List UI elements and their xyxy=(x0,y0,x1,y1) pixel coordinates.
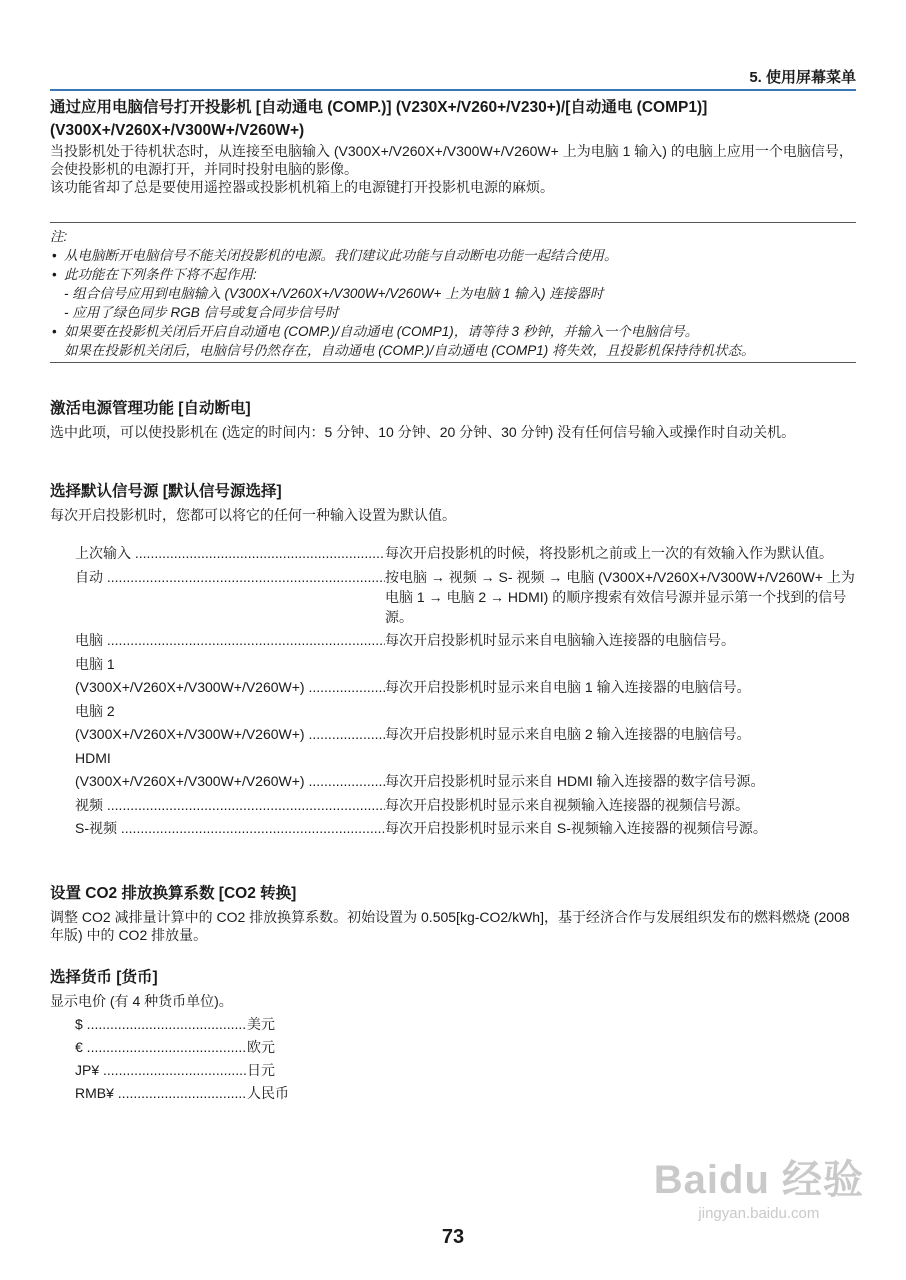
paragraph: 调整 CO2 减排量计算中的 CO2 排放换算系数。初始设置为 0.505[kg-CO2/kWh]，基于经济合作与发展组织发布的燃料燃烧 (2008 年版) 中的 CO2 排放量。 xyxy=(50,909,850,943)
option-row xyxy=(75,795,856,815)
section-auto-power-on xyxy=(50,96,856,196)
note-bullet: • 从电脑断开电脑信号不能关闭投影机的电源。我们建议此功能与自动断电功能一起结合使用。 xyxy=(50,246,856,265)
option-desc: 每次开启投影机时显示来自电脑 1 输入连接器的电脑信号。 xyxy=(385,679,751,695)
option-row xyxy=(75,771,856,791)
section-default-source xyxy=(50,480,856,524)
option-prefix: 电脑 1 xyxy=(75,655,115,672)
paragraph: 每次开启投影机时，您都可以将它的任何一种输入设置为默认值。 xyxy=(50,507,456,523)
note-bullet: • 此功能在下列条件下将不起作用: xyxy=(50,265,856,284)
option-term: 电脑 ..... xyxy=(75,630,385,650)
currency-symbol: JP¥ ..... xyxy=(75,1060,247,1080)
option-term: S-视频 ..... xyxy=(75,818,385,838)
option-desc: 每次开启投影机时显示来自电脑输入连接器的电脑信号。 xyxy=(385,632,735,648)
note-box xyxy=(50,222,856,363)
default-source-options xyxy=(75,543,856,842)
chapter-header: 5. 使用屏幕菜单 xyxy=(749,69,856,86)
option-row xyxy=(75,818,856,838)
note-subitem: - 应用了绿色同步 RGB 信号或复合同步信号时 xyxy=(64,305,339,320)
currency-row xyxy=(75,1014,856,1034)
section-title-cont: (V300X+/V260X+/V300W+/V260W+) xyxy=(50,122,305,139)
option-term: 视频 ..... xyxy=(75,795,385,815)
currency-list xyxy=(50,1014,856,1103)
note-subitem: - 组合信号应用到电脑输入 (V300X+/V260X+/V300W+/V260W+ 上为电脑 1 输入) 连接器时 xyxy=(64,286,604,301)
header-rule xyxy=(50,89,856,91)
option-term: (V300X+/V260X+/V300W+/V260W+) ..... xyxy=(75,724,385,744)
section-co2 xyxy=(50,882,856,944)
currency-row xyxy=(75,1083,856,1103)
watermark-logo: Baidu 经验 xyxy=(653,1158,864,1202)
section-title: 选择货币 [货币] xyxy=(50,969,158,986)
option-row xyxy=(75,630,856,650)
section-auto-power-off xyxy=(50,397,856,441)
option-desc: 每次开启投影机时显示来自电脑 2 输入连接器的电脑信号。 xyxy=(385,726,751,742)
currency-symbol: € ..... xyxy=(75,1037,247,1057)
option-prefix: HDMI xyxy=(75,749,111,766)
section-currency xyxy=(50,966,856,1106)
option-row xyxy=(75,543,856,563)
option-term: 上次输入 ..... xyxy=(75,543,385,563)
note-continuation: 如果在投影机关闭后，电脑信号仍然存在，自动通电 (COMP.)/自动通电 (COMP1) 将失效，且投影机保持待机状态。 xyxy=(64,343,755,358)
paragraph: 当投影机处于待机状态时，从连接至电脑输入 (V300X+/V260X+/V300W+/V260W+ 上为电脑 1 输入) 的电脑上应用一个电脑信号，会使投影机的电源打开，并同时投射电脑的影像。 xyxy=(50,143,853,177)
section-title: 设置 CO2 排放换算系数 [CO2 转换] xyxy=(50,885,297,902)
page-number: 73 xyxy=(441,1226,465,1248)
option-row xyxy=(75,567,856,627)
option-desc: 每次开启投影机时显示来自 HDMI 输入连接器的数字信号源。 xyxy=(385,773,765,789)
currency-row xyxy=(75,1037,856,1057)
currency-symbol: RMB¥ ..... xyxy=(75,1083,247,1103)
option-desc: 按电脑 → 视频 → S- 视频 → 电脑 (V300X+/V260X+/V300W+/V260W+ 上为电脑 1 → 电脑 2 → HDMI) 的顺序搜索有效信号源并显示第一个找到的信号源。 xyxy=(385,568,855,625)
paragraph: 该功能省却了总是要使用遥控器或投影机机箱上的电源键打开投影机电源的麻烦。 xyxy=(50,179,554,195)
section-title: 激活电源管理功能 [自动断电] xyxy=(50,400,251,417)
option-desc: 每次开启投影机时显示来自视频输入连接器的视频信号源。 xyxy=(385,796,749,813)
note-bullet: • 如果要在投影机关闭后开启自动通电 (COMP.)/自动通电 (COMP1)，请等待 3 秒钟，并输入一个电脑信号。 xyxy=(50,322,856,341)
option-desc: 每次开启投影机时显示来自 S-视频输入连接器的视频信号源。 xyxy=(385,820,767,836)
option-term: (V300X+/V260X+/V300W+/V260W+) ..... xyxy=(75,771,385,791)
note-label: 注: xyxy=(50,229,68,244)
option-term: (V300X+/V260X+/V300W+/V260W+) ..... xyxy=(75,677,385,697)
option-desc: 每次开启投影机的时候，将投影机之前或上一次的有效输入作为默认值。 xyxy=(385,545,833,561)
currency-symbol: $ ..... xyxy=(75,1014,247,1034)
section-title: 通过应用电脑信号打开投影机 [自动通电 (COMP.)] (V230X+/V260+/V230+)/[自动通电 (COMP1)] xyxy=(50,99,708,116)
watermark-url: jingyan.baidu.com xyxy=(698,1205,820,1222)
baidu-watermark xyxy=(654,1148,864,1222)
section-title: 选择默认信号源 [默认信号源选择] xyxy=(50,483,282,500)
option-row xyxy=(75,677,856,697)
currency-name: 日元 xyxy=(247,1062,275,1078)
currency-row xyxy=(75,1060,856,1080)
currency-name: 美元 xyxy=(247,1016,275,1032)
option-prefix: 电脑 2 xyxy=(75,702,115,719)
paragraph: 选中此项，可以使投影机在 (选定的时间内：5 分钟、10 分钟、20 分钟、30 分钟) 没有任何信号输入或操作时自动关机。 xyxy=(50,424,796,440)
currency-name: 人民币 xyxy=(247,1085,289,1101)
option-row xyxy=(75,724,856,744)
paragraph: 显示电价 (有 4 种货币单位)。 xyxy=(50,993,233,1009)
currency-name: 欧元 xyxy=(247,1039,275,1055)
option-term: 自动 ..... xyxy=(75,567,385,627)
